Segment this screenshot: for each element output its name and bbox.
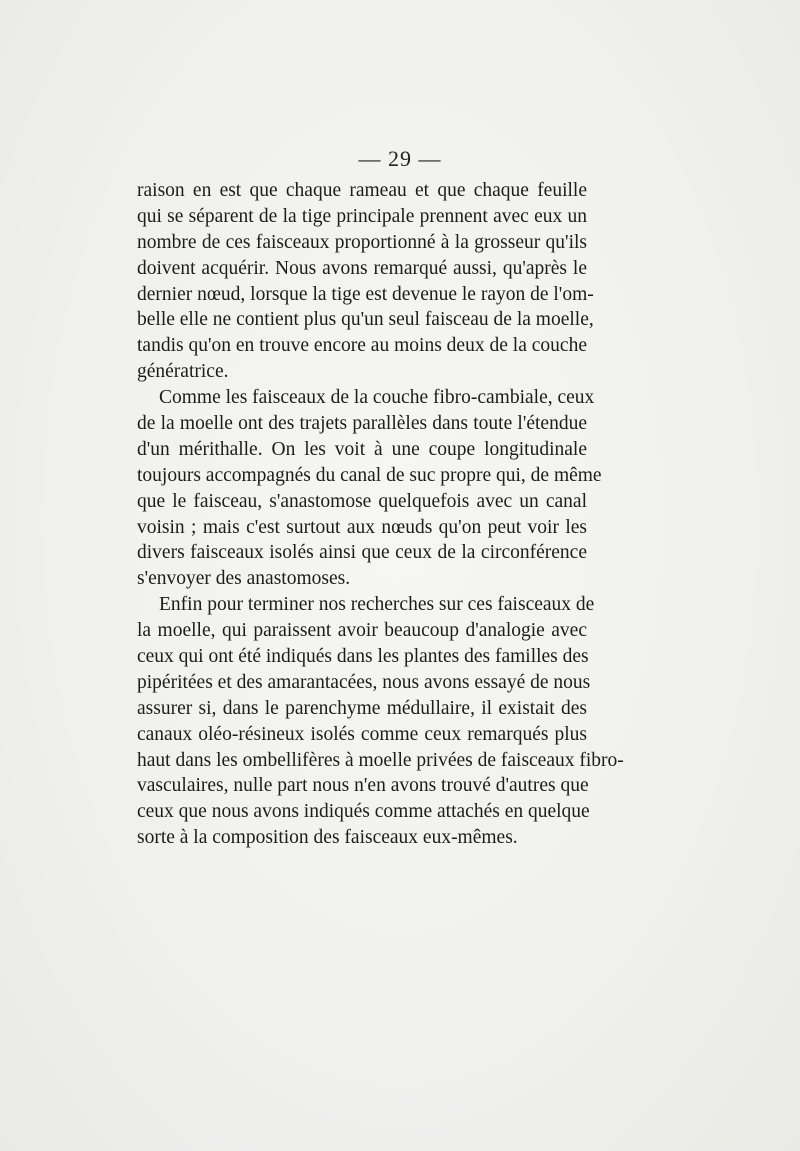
text-line: canaux oléo-résineux isolés comme ceux remarqués plus <box>137 723 587 745</box>
text-line: dernier nœud, lorsque la tige est devenue le rayon de l'om- <box>137 283 594 305</box>
text-line: pipéritées et des amarantacées, nous avons essayé de nous <box>137 671 591 693</box>
text-line: de la moelle ont des trajets parallèles dans toute l'étendue <box>137 413 587 435</box>
paragraph-1 <box>137 178 594 385</box>
paragraph-3 <box>137 592 624 851</box>
text-line: sorte à la composition des faisceaux eux-mêmes. <box>137 827 518 849</box>
text-line: voisin ; mais c'est surtout aux nœuds qu'on peut voir les <box>137 516 587 538</box>
text-line: d'un mérithalle. On les voit à une coupe longitudinale <box>137 438 587 460</box>
text-line: tandis qu'on en trouve encore au moins deux de la couche <box>137 335 587 357</box>
text-line: doivent acquérir. Nous avons remarqué aussi, qu'après le <box>137 257 587 279</box>
body-text <box>137 178 624 851</box>
text-line: assurer si, dans le parenchyme médullaire, il existait des <box>137 697 587 719</box>
page-number: — 29 — <box>358 146 442 171</box>
text-line: toujours accompagnés du canal de suc propre qui, de même <box>137 464 602 486</box>
text-line: Enfin pour terminer nos recherches sur ces faisceaux de <box>159 594 595 616</box>
text-line: ceux que nous avons indiqués comme attachés en quelque <box>137 801 590 823</box>
text-line: belle elle ne contient plus qu'un seul faisceau de la moelle, <box>137 309 594 331</box>
paragraph-2 <box>137 385 602 592</box>
text-line: la moelle, qui paraissent avoir beaucoup d'analogie avec <box>137 620 587 642</box>
text-line: nombre de ces faisceaux proportionné à la grosseur qu'ils <box>137 231 587 253</box>
text-line: raison en est que chaque rameau et que chaque feuille <box>137 180 587 201</box>
text-line: haut dans les ombellifères à moelle privées de faisceaux fibro- <box>137 749 624 771</box>
text-line: Comme les faisceaux de la couche fibro-cambiale, ceux <box>159 387 595 409</box>
text-line: que le faisceau, s'anastomose quelquefois avec un canal <box>137 490 587 512</box>
text-line: s'envoyer des anastomoses. <box>137 568 351 590</box>
text-line: ceux qui ont été indiqués dans les plantes des familles des <box>137 646 589 668</box>
text-line: génératrice. <box>137 361 229 383</box>
text-line: qui se séparent de la tige principale prennent avec eux un <box>137 205 587 227</box>
text-line: vasculaires, nulle part nous n'en avons trouvé d'autres que <box>137 775 589 797</box>
text-line: divers faisceaux isolés ainsi que ceux de la circonférence <box>137 542 587 564</box>
